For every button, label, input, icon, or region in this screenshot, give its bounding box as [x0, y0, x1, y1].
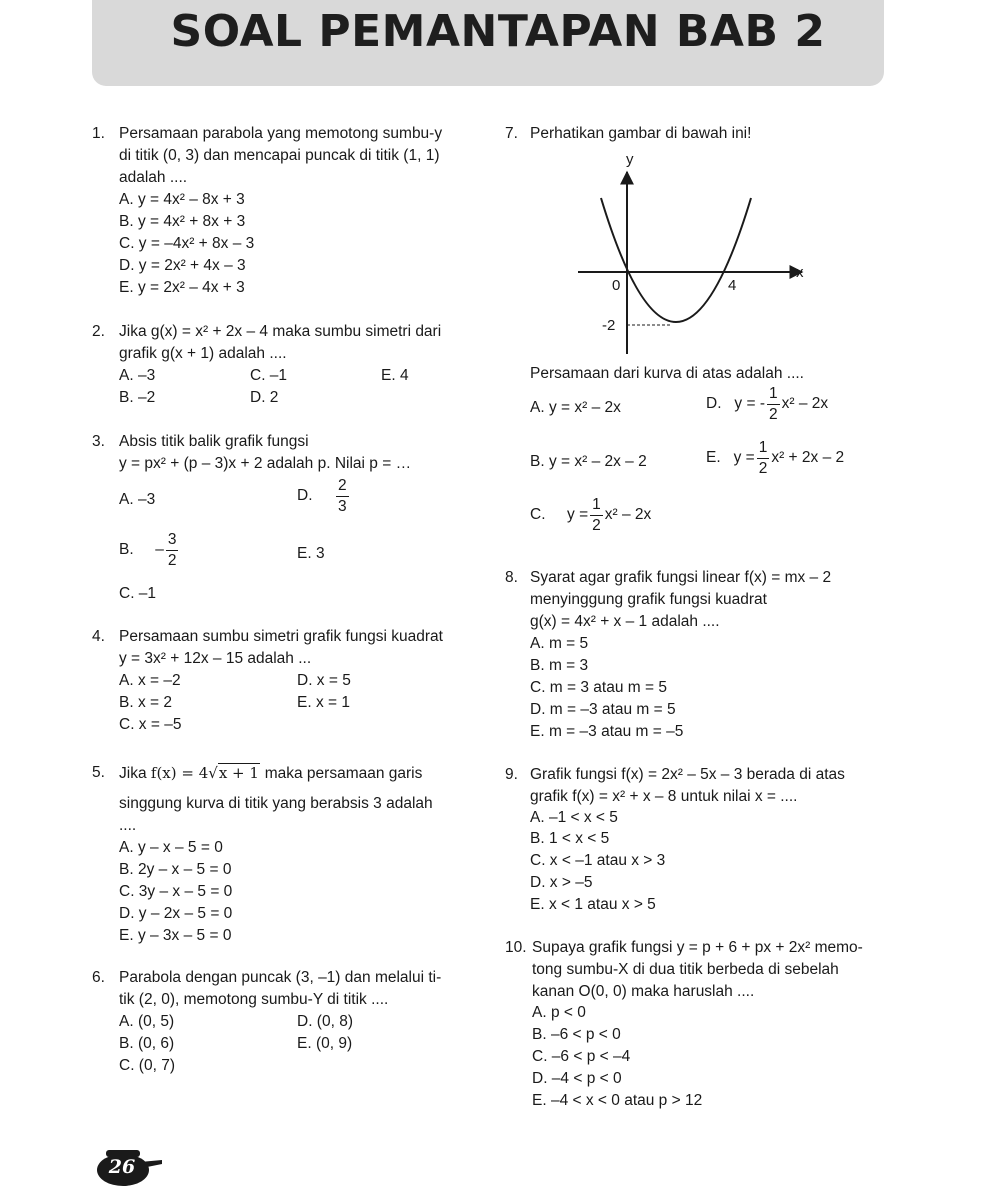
option-e: E. m = –3 atau m = –5 — [530, 723, 684, 740]
option-a: A. p < 0 — [532, 1004, 586, 1021]
option-b: B. 1 < x < 5 — [530, 830, 610, 847]
question-stem-line: grafik g(x + 1) adalah .... — [119, 345, 287, 362]
equation-part: y = - — [734, 395, 765, 412]
equation-part: y = — [567, 506, 589, 523]
option-d — [706, 386, 828, 422]
option-e: E. 3 — [297, 545, 325, 562]
numerator: 1 — [757, 440, 770, 459]
option-c: C. 3y – x – 5 = 0 — [119, 883, 233, 900]
option-b: B. x = 2 — [119, 694, 172, 711]
parabola-curve — [601, 198, 751, 322]
page-title: SOAL PEMANTAPAN BAB 2 — [170, 6, 826, 57]
option-b — [119, 532, 180, 568]
question-stem-line: menyinggung grafik fungsi kuadrat — [530, 591, 767, 608]
question-stem-line: di titik (0, 3) dan mencapai puncak di titik (1, 1) — [119, 147, 440, 164]
option-c — [530, 497, 651, 533]
option-b: B. –6 < p < 0 — [532, 1026, 621, 1043]
y-axis-label: y — [626, 151, 634, 168]
page-number: 26 — [108, 1156, 136, 1178]
question-stem-line: y = 3x² + 12x – 15 adalah ... — [119, 650, 312, 667]
equation-part: x² + 2x – 2 — [771, 449, 845, 466]
stem-text: Jika — [119, 765, 147, 782]
question-stem-line: Jika g(x) = x² + 2x – 4 maka sumbu simetri dari — [119, 323, 442, 340]
option-a: A. –1 < x < 5 — [530, 809, 618, 826]
option-d: D. x = 5 — [297, 672, 351, 689]
option-label: D. — [706, 395, 722, 412]
question-stem-line: Persamaan parabola yang memotong sumbu-y — [119, 125, 443, 142]
numerator: 1 — [767, 386, 780, 405]
denominator: 2 — [758, 459, 768, 477]
option-c: C. –6 < p < –4 — [532, 1048, 631, 1065]
y-tick-label: -2 — [602, 317, 616, 334]
option-e: E. x < 1 atau x > 5 — [530, 896, 656, 913]
fraction — [590, 497, 603, 533]
question-stem-line: adalah .... — [119, 169, 188, 186]
option-d — [297, 478, 351, 514]
question-stem-line: singgung kurva di titik yang berabsis 3 adalah — [119, 795, 433, 812]
option-e: E. x = 1 — [297, 694, 350, 711]
option-e: E. y – 3x – 5 = 0 — [119, 927, 232, 944]
x-axis-label: x — [796, 264, 804, 281]
option-label: E. — [706, 449, 721, 466]
option-d: D. y – 2x – 5 = 0 — [119, 905, 233, 922]
option-a: A. y – x – 5 = 0 — [119, 839, 223, 856]
question-number: 10. — [505, 939, 527, 956]
question-stem-line: tong sumbu-X di dua titik berbeda di sebelah — [532, 961, 839, 978]
option-b: B. y = x² – 2x – 2 — [530, 453, 647, 470]
question-stem-line: tik (2, 0), memotong sumbu-Y di titik .... — [119, 991, 389, 1008]
fraction — [166, 532, 179, 568]
parabola-graph — [570, 148, 810, 360]
option-a: A. y = 4x² – 8x + 3 — [119, 191, 245, 208]
option-a: A. (0, 5) — [119, 1013, 175, 1030]
question-number: 4. — [92, 628, 105, 645]
question-number: 3. — [92, 433, 105, 450]
denominator: 2 — [769, 405, 778, 423]
question-stem-line: kanan O(0, 0) maka haruslah .... — [532, 983, 755, 1000]
question-stem-line: Supaya grafik fungsi y = p + 6 + px + 2x² memo- — [532, 939, 863, 956]
option-e: E. y = 2x² – 4x + 3 — [119, 279, 245, 296]
question-stem-line: grafik f(x) = x² + x – 8 untuk nilai x = .... — [530, 788, 798, 805]
question-number: 8. — [505, 569, 518, 586]
sqrt-symbol: √ — [208, 764, 218, 782]
option-e: E. –4 < x < 0 atau p > 12 — [532, 1092, 703, 1109]
question-stem-line — [119, 763, 422, 784]
option-a: A. m = 5 — [530, 635, 589, 652]
option-c: C. (0, 7) — [119, 1057, 175, 1074]
question-stem-line: g(x) = 4x² + x – 1 adalah .... — [530, 613, 720, 630]
denominator: 3 — [338, 497, 347, 515]
question-number: 6. — [92, 969, 105, 986]
equation-part: x² – 2x — [604, 506, 652, 523]
option-a: A. y = x² – 2x — [530, 399, 621, 416]
function-text: f(x) = 4 — [150, 764, 209, 782]
option-d: D. 2 — [250, 389, 279, 406]
question-stem-line: Perhatikan gambar di bawah ini! — [530, 125, 752, 142]
option-c: C. x < –1 atau x > 3 — [530, 852, 666, 869]
question-stem-line: y = px² + (p – 3)x + 2 adalah p. Nilai p = … — [119, 455, 412, 472]
option-e: E. (0, 9) — [297, 1035, 353, 1052]
numerator: 2 — [336, 478, 349, 497]
page-number-badge — [96, 1148, 162, 1188]
equation-part: y = — [733, 449, 755, 466]
option-c: C. –1 — [119, 585, 157, 602]
question-number: 1. — [92, 125, 105, 142]
option-a: A. –3 — [119, 367, 156, 384]
option-c: C. –1 — [250, 367, 288, 384]
question-stem-line: Persamaan sumbu simetri grafik fungsi kuadrat — [119, 628, 443, 645]
question-number: 7. — [505, 125, 518, 142]
minus-sign: – — [155, 541, 164, 558]
question-stem-line: Grafik fungsi f(x) = 2x² – 5x – 3 berada di atas — [530, 766, 845, 783]
question-number: 9. — [505, 766, 518, 783]
option-e — [706, 440, 844, 476]
question-number: 2. — [92, 323, 105, 340]
question-stem-line: Absis titik balik grafik fungsi — [119, 433, 309, 450]
question-stem-line: Syarat agar grafik fungsi linear f(x) = mx – 2 — [530, 569, 832, 586]
option-b: B. m = 3 — [530, 657, 589, 674]
x-tick-label: 4 — [728, 277, 737, 294]
denominator: 2 — [167, 551, 177, 569]
equation-part: x² – 2x — [781, 395, 829, 412]
question-stem-line: Persamaan dari kurva di atas adalah .... — [530, 365, 804, 382]
origin-label: 0 — [612, 277, 621, 294]
numerator: 3 — [166, 532, 179, 551]
option-d: D. x > –5 — [530, 874, 593, 891]
fraction — [336, 478, 349, 514]
option-label: D. — [297, 487, 313, 504]
option-d: D. y = 2x² + 4x – 3 — [119, 257, 246, 274]
fraction — [757, 440, 770, 476]
option-label: B. — [119, 541, 134, 558]
option-b: B. –2 — [119, 389, 156, 406]
option-e: E. 4 — [381, 367, 409, 384]
denominator: 2 — [592, 516, 601, 534]
question-number: 5. — [92, 764, 105, 781]
option-d: D. (0, 8) — [297, 1013, 353, 1030]
stem-text: maka persamaan garis — [264, 765, 423, 782]
question-stem-line: .... — [119, 817, 137, 834]
math-function — [151, 763, 265, 782]
numerator: 1 — [590, 497, 603, 516]
option-c: C. y = –4x² + 8x – 3 — [119, 235, 255, 252]
fraction — [767, 386, 780, 422]
option-c: C. x = –5 — [119, 716, 182, 733]
option-label: C. — [530, 506, 546, 523]
option-c: C. m = 3 atau m = 5 — [530, 679, 667, 696]
option-a: A. –3 — [119, 491, 156, 508]
option-d: D. –4 < p < 0 — [532, 1070, 622, 1087]
question-stem-line: Parabola dengan puncak (3, –1) dan melalui ti- — [119, 969, 442, 986]
option-b: B. (0, 6) — [119, 1035, 175, 1052]
option-a: A. x = –2 — [119, 672, 181, 689]
option-b: B. y = 4x² + 8x + 3 — [119, 213, 246, 230]
option-b: B. 2y – x – 5 = 0 — [119, 861, 232, 878]
radicand: x + 1 — [218, 764, 259, 782]
option-d: D. m = –3 atau m = 5 — [530, 701, 676, 718]
